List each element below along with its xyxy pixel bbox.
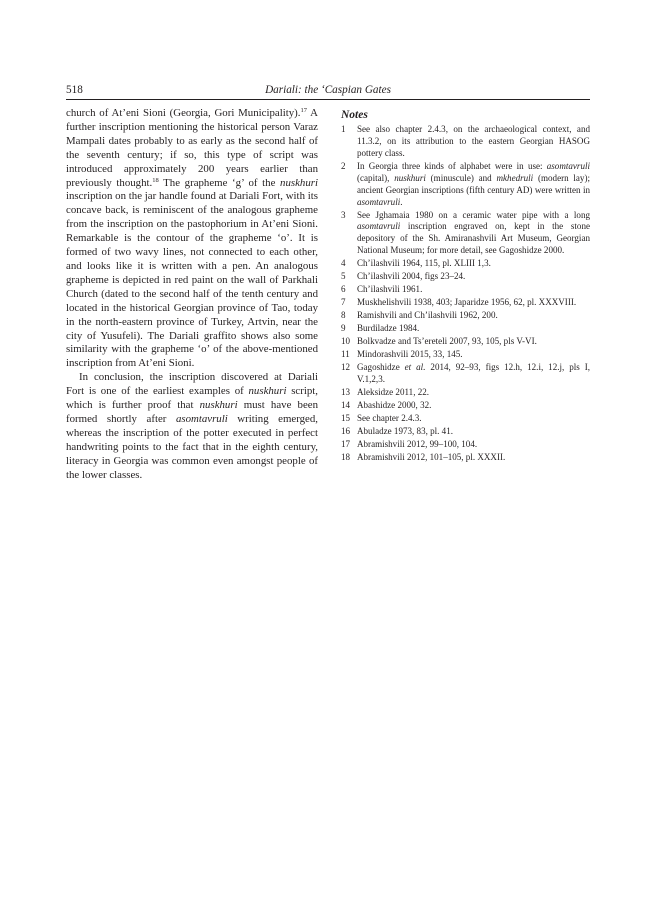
main-text-column [66,107,318,482]
notes-heading: Notes [341,109,368,121]
header-rule [66,99,590,100]
italic-term: nuskhuri [199,399,238,412]
italic-term: nuskhuri [248,385,287,398]
note-text: See chapter 2.4.3. [357,413,422,424]
note-number: 2 [341,160,346,171]
note-item [341,362,590,386]
note-text: Bolkvadze and Ts’ereteli 2007, 93, 105, pls V-VI. [357,336,537,347]
notes-column [341,108,590,465]
note-item [341,439,590,451]
note-text: Ch’ilashvili 1961. [357,284,423,295]
note-number: 5 [341,271,346,282]
note-text: Abashidze 2000, 32. [357,400,432,411]
note-item [341,413,590,425]
running-title: Dariali: the ‘Caspian Gates [265,84,391,96]
note-text: Ch’ilashvili 2004, figs 23–24. [357,271,466,282]
footnote-ref-17[interactable]: 17 [300,107,307,114]
note-number: 15 [341,413,351,424]
note-number: 17 [341,439,351,450]
note-item [341,336,590,348]
italic-term: nuskhuri [280,176,318,189]
note-text: Aleksidze 2011, 22. [357,387,430,398]
note-item [341,310,590,322]
note-item [341,161,590,209]
note-number: 18 [341,452,351,463]
note-text: Gagoshidze et al. 2014, 92–93, figs 12.h, 12.i, 12.j, pls I, V.1,2,3. [357,362,590,385]
note-number: 6 [341,284,346,295]
italic-term: asomtavruli [175,412,228,425]
note-number: 13 [341,387,351,398]
note-number: 8 [341,310,346,321]
note-text: Abuladze 1973, 83, pl. 41. [357,426,453,437]
page-number: 518 [66,84,83,96]
note-item [341,400,590,412]
note-item [341,349,590,361]
footnote-ref-18[interactable]: 18 [152,176,159,184]
note-number: 4 [341,258,346,269]
note-item [341,210,590,258]
note-text: Muskhelishvili 1938, 403; Japaridze 1956, 62, pl. XXXVIII. [357,297,577,308]
note-item [341,323,590,335]
note-text: Ramishvili and Ch’ilashvili 1962, 200. [357,310,498,321]
note-number: 9 [341,323,346,334]
note-number: 12 [341,362,351,373]
note-item [341,297,590,309]
note-text: In Georgia three kinds of alphabet were in use: asomtavruli (capital), nuskhuri (minuscule) and mkhedruli (modern lay); ancient Georgian inscriptions (fifth century AD) were written in asomtavruli. [357,160,590,207]
note-number: 7 [341,297,346,308]
note-item [341,284,590,296]
note-text: Mindorashvili 2015, 33, 145. [357,349,463,360]
note-text: Ch’ilashvili 1964, 115, pl. XLIII 1,3. [357,258,491,269]
note-text: See Jghamaia 1980 on a ceramic water pipe with a long asomtavruli inscription engraved on, kept in the stone depository of the Sh. Amiranashvili Art Museum, Georgian National Museum; for more detail, see Gagoshidze 2000. [357,209,590,256]
notes-list [341,124,590,464]
note-text: Abramishvili 2012, 101–105, pl. XXXII. [357,452,506,463]
note-number: 14 [341,400,351,411]
note-number: 10 [341,336,351,347]
note-number: 1 [341,124,346,134]
body-paragraph-2: In conclusion, the inscription discovered at Dariali Fort is one of the earliest examples of nuskhuri script, which is further proof that nuskhuri must have been formed shortly after asomtavruli writing emerged, whereas the inscription of the potter executed in perfect handwriting points to the fact that in the eighth century, literacy in Georgia was common even amongst people of the lower classes. [66,371,319,481]
note-item [341,452,590,464]
note-item [341,426,590,438]
note-item [341,387,590,399]
note-text: See also chapter 2.4.3, on the archaeological context, and 11.3.2, on its attribution to the eastern Georgian HASOG pottery class. [357,124,590,158]
note-text: Abramishvili 2012, 99–100, 104. [357,439,478,450]
note-number: 3 [341,209,346,220]
note-item [341,271,590,283]
running-header [66,82,590,98]
note-number: 16 [341,426,351,437]
note-text: Burdiladze 1984. [357,323,420,334]
note-number: 11 [341,349,350,360]
body-paragraph-1: church of At’eni Sioni (Georgia, Gori Municipality).$^{17}$ A further inscription mentioning the historical person Varaz Mampali dates probably to as early as the second half of the seventh century; if so, this type of script was introduced approximately 200 years earlier than previously thought.$^{18}$ The grapheme ‘g’ of the nuskhuri inscription on the jar handle found at Dariali Fort, with its concave back, is reminiscent of the analogous grapheme from the inscription on the pastophorium in At’eni Sioni. Remarkable is the contour of the grapheme ‘o’. It is formed of two wavy lines, not connected to each other, and looks like it is written with a pen. An analogous grapheme is depicted in red paint on the wall of Parkhali Church (dated to the second half of the tenth century and located in the historical Georgian province of Tao, today in the north-eastern province of Turkey, Artvin, near the city of Yusufeli). The Dariali graffito shows also some similarity with the grapheme ‘o’ of the above-mentioned inscription from At’eni Sioni. [66,107,318,370]
note-item [341,124,590,160]
note-item [341,258,590,270]
